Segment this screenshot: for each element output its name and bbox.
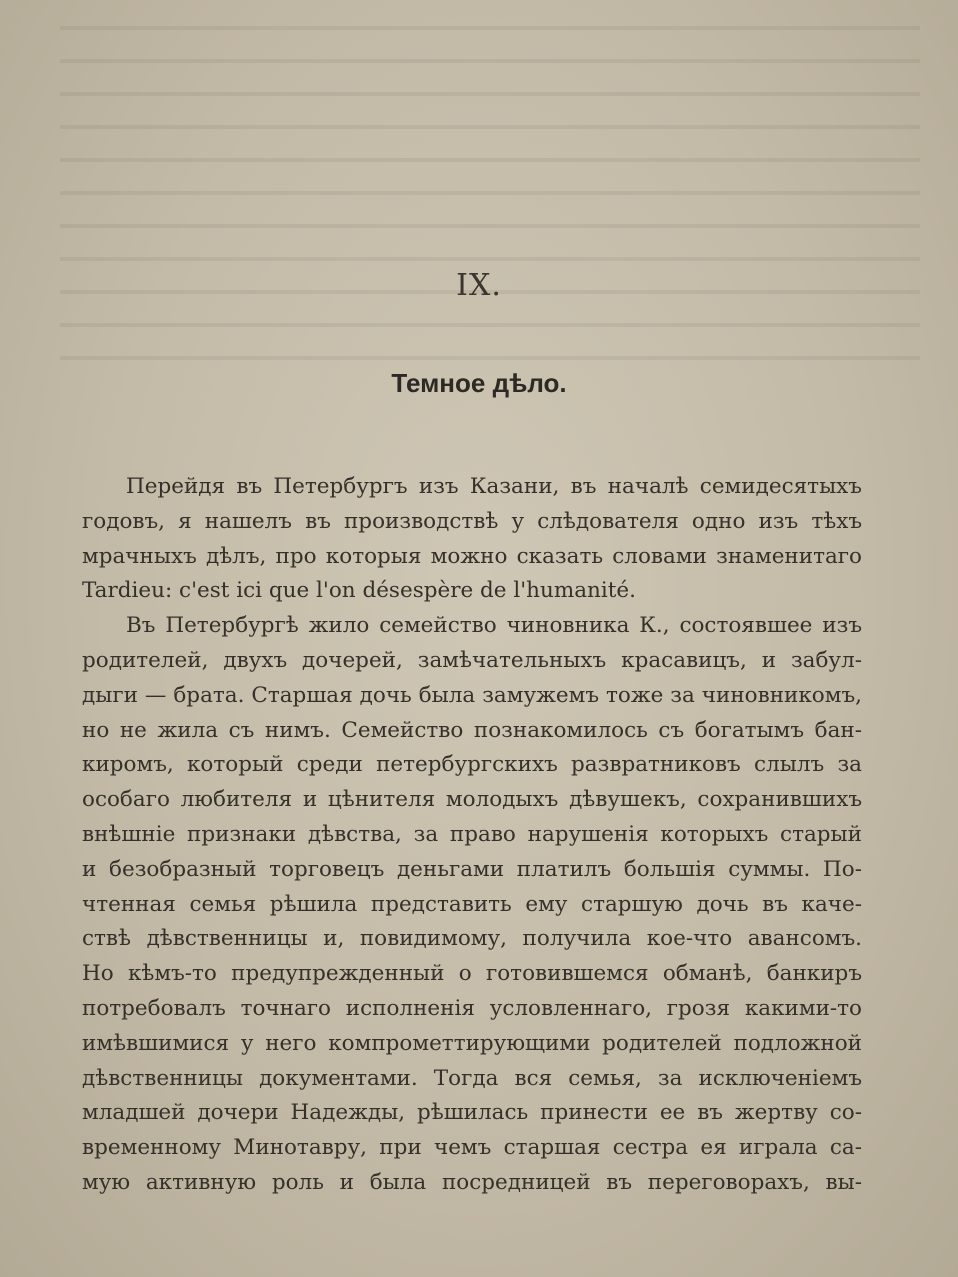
bleed-through-text [60, 0, 920, 360]
text-line: мую активную роль и была посредницей въ переговорахъ, вы- [82, 1169, 862, 1195]
text-line: особаго любителя и цѣнителя молодыхъ дѣвушекъ, сохранившихъ [82, 787, 862, 813]
text-line: и безобразный торговецъ деньгами платилъ большія суммы. По- [82, 856, 862, 882]
text-line: Перейдя въ Петербургъ изъ Казани, въ началѣ семидесятыхъ [126, 474, 862, 499]
chapter-title: Темное дѣло. [391, 368, 567, 398]
text-line: Но кѣмъ-то предупрежденный о готовившемся обманѣ, банкиръ [82, 961, 862, 987]
text-line: дѣвственницы документами. Тогда вся семья, за исключеніемъ [82, 1065, 862, 1091]
text-line: годовъ, я нашелъ въ производствѣ у слѣдователя одно изъ тѣхъ [82, 508, 862, 534]
chapter-number: IX. [456, 268, 502, 303]
text-line: чтенная семья рѣшила представить ему старшую дочь въ каче- [82, 891, 862, 917]
text-line: имѣвшимися у него компрометтирующими родителей подложной [82, 1030, 862, 1056]
text-line: ствѣ дѣвственницы и, повидимому, получила кое-что авансомъ. [82, 926, 862, 952]
body-text [82, 470, 862, 1201]
text-line: родителей, двухъ дочерей, замѣчательныхъ красавицъ, и забул- [82, 647, 862, 673]
text-line: внѣшніе признаки дѣвства, за право нарушенія которыхъ старый [82, 821, 862, 847]
text-line: Tardieu: c'est ici que l'on désespère de l'humanité. [82, 578, 636, 604]
text-line: временному Минотавру, при чемъ старшая сестра ея играла са- [82, 1135, 862, 1161]
text-line: киромъ, который среди петербургскихъ развратниковъ слылъ за [82, 752, 862, 778]
text-line: младшей дочери Надежды, рѣшилась принести ее въ жертву со- [82, 1100, 862, 1126]
text-line: мрачныхъ дѣлъ, про которыя можно сказать словами знаменитаго [82, 543, 862, 569]
text-line: Въ Петербургѣ жило семейство чиновника К., состоявшее изъ [126, 613, 862, 639]
text-line: потребовалъ точнаго исполненія условленнаго, грозя какими-то [82, 995, 862, 1021]
text-line: но не жила съ нимъ. Семейство познакомилось съ богатымъ бан- [82, 717, 862, 743]
text-line: дыги — брата. Старшая дочь была замужемъ тоже за чиновникомъ, [82, 682, 862, 708]
